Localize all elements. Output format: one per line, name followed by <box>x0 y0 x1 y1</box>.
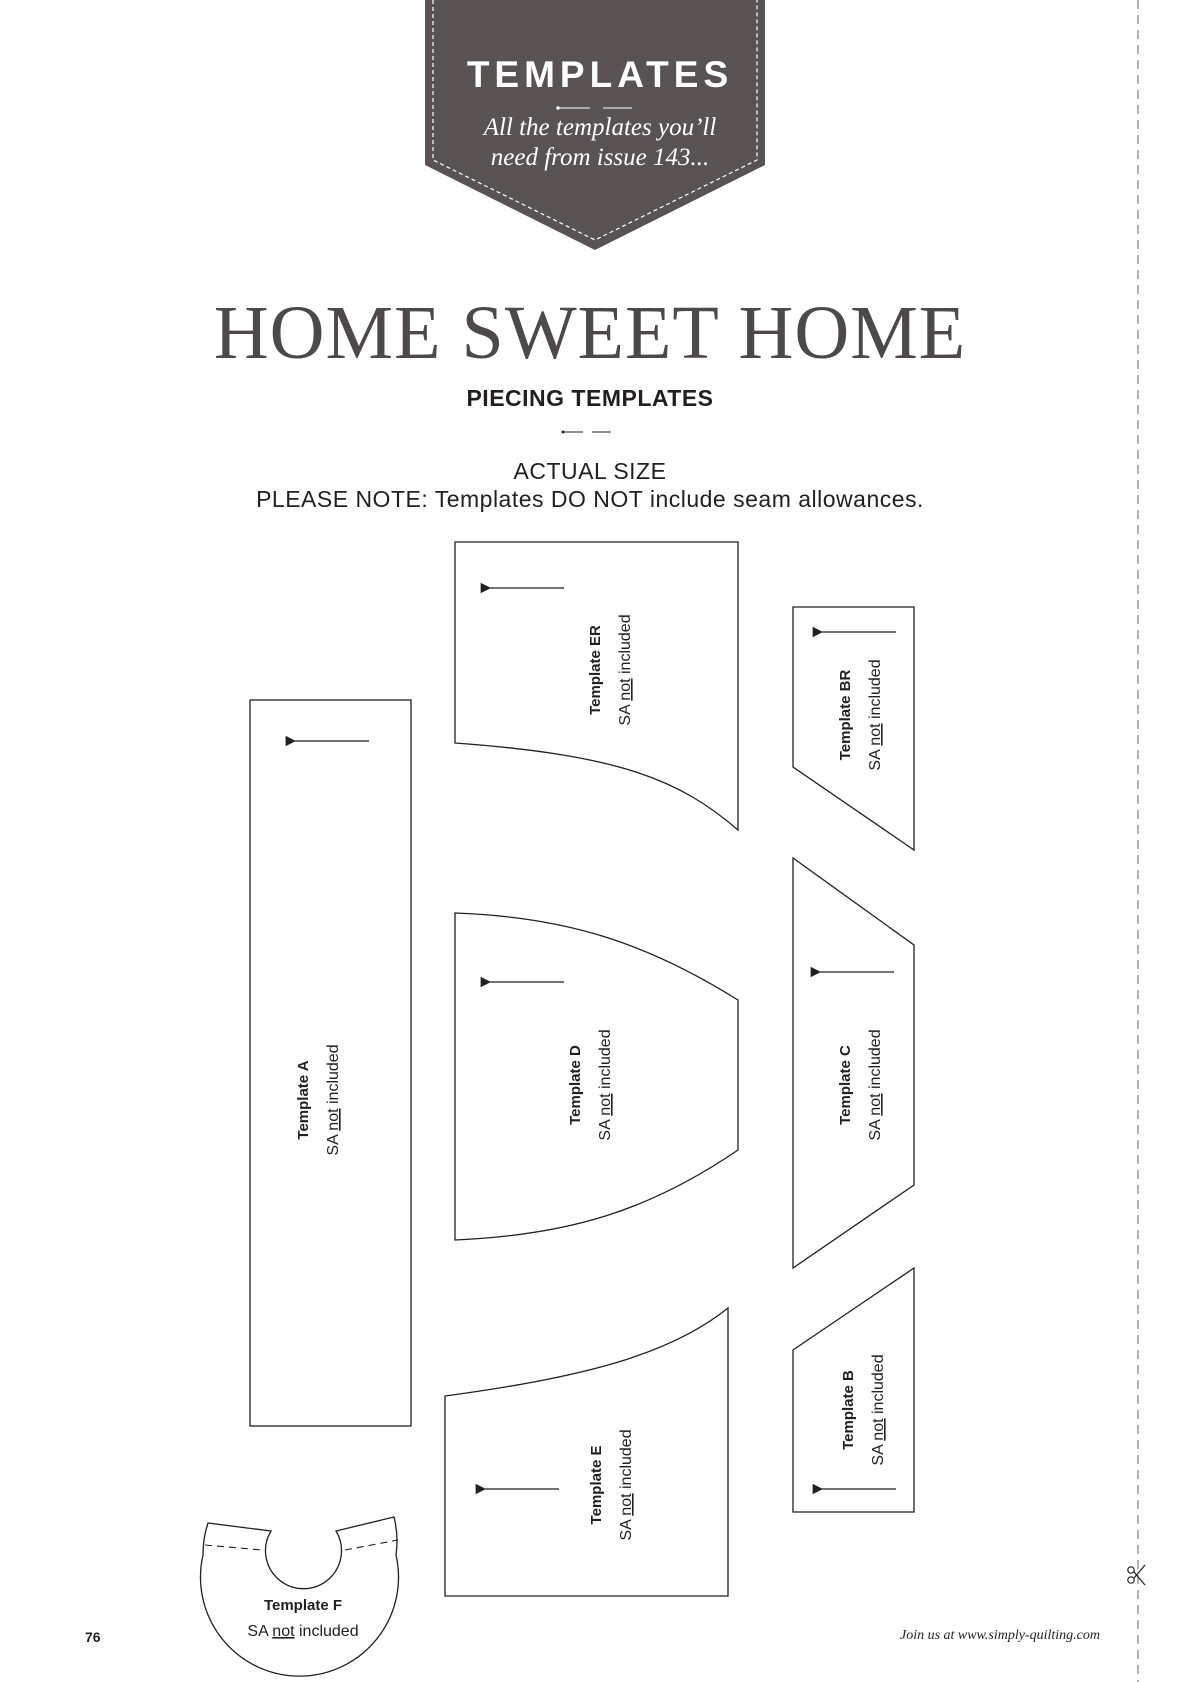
banner-subtitle-line: need from issue 143... <box>490 144 710 171</box>
template-f-sa-note: SA not included <box>247 1623 359 1640</box>
seam-allowance-note: PLEASE NOTE: Templates DO NOT include seam allowances. <box>256 486 924 512</box>
template-br-sa-note: SA not included <box>867 659 884 771</box>
banner-subtitle <box>440 113 760 173</box>
template-d-sa-note: SA not included <box>597 1029 614 1141</box>
template-f-seam-line <box>205 1540 398 1550</box>
template-e-shape <box>445 1308 728 1596</box>
template-b-sa-note: SA not included <box>870 1354 887 1466</box>
template-f-label: Template F <box>263 1597 343 1614</box>
section-title: PIECING TEMPLATES <box>466 385 714 411</box>
actual-size-note: ACTUAL SIZE <box>513 458 667 484</box>
template-a-label: Template A <box>295 1060 312 1140</box>
banner-title: TEMPLATES <box>466 54 734 95</box>
template-e-sa-note: SA not included <box>618 1429 635 1541</box>
scissors-icon <box>1128 1565 1145 1585</box>
section-divider <box>562 431 612 434</box>
template-d-label: Template D <box>567 1045 584 1125</box>
template-e-label: Template E <box>588 1445 605 1525</box>
template-a-sa-note: SA not included <box>325 1044 342 1156</box>
page-title: HOME SWEET HOME <box>213 291 967 375</box>
template-br-label: Template BR <box>837 669 854 761</box>
template-c-sa-note: SA not included <box>867 1029 884 1141</box>
template-er-label: Template ER <box>587 625 604 715</box>
template-er-sa-note: SA not included <box>617 614 634 726</box>
template-b-label: Template B <box>840 1370 857 1450</box>
footer-url[interactable]: Join us at www.simply-quilting.com <box>899 1628 1100 1643</box>
page-number: 76 <box>85 1629 101 1645</box>
banner-subtitle-line: All the templates you’ll <box>483 114 717 141</box>
template-c-label: Template C <box>837 1045 854 1125</box>
